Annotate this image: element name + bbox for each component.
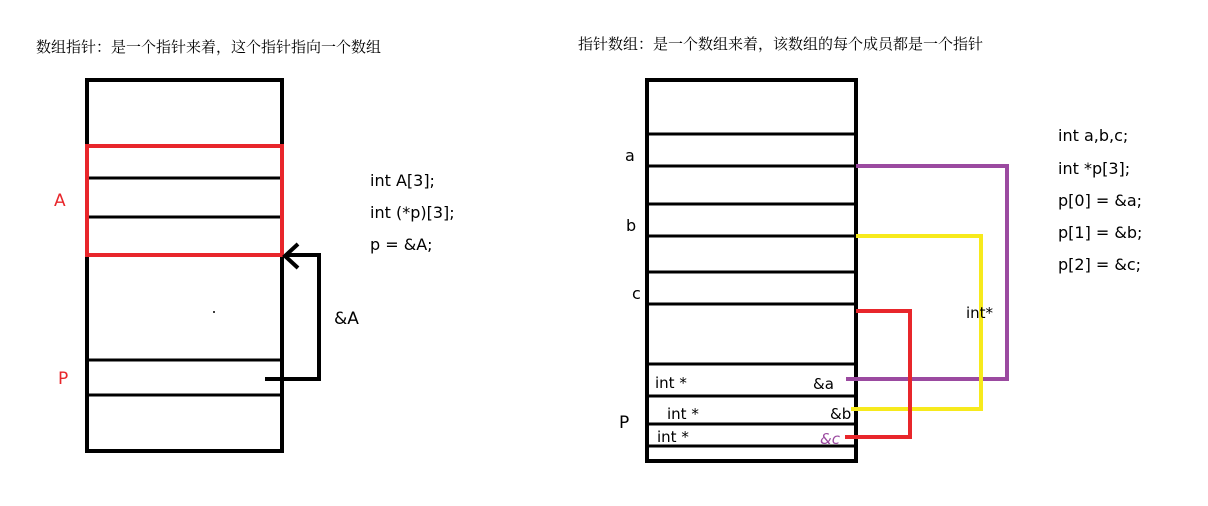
- arrow-label-ampA: &A: [334, 309, 359, 329]
- left-title: 数组指针：是一个指针来着，这个指针指向一个数组: [36, 38, 382, 56]
- left-memory-block: [87, 80, 282, 451]
- right-code-line: int *p[3];: [1058, 159, 1131, 178]
- cell-ref-b: &b: [830, 405, 852, 423]
- right-code-line: p[2] = &c;: [1058, 255, 1142, 274]
- label-P-right: P: [619, 413, 630, 433]
- connector-b: [851, 236, 981, 409]
- cell-type: int *: [667, 405, 699, 423]
- label-var-a: a: [625, 146, 635, 165]
- middle-label-int-ptr: int*: [966, 304, 994, 322]
- label-P-left: P: [58, 369, 69, 389]
- cell-type: int *: [655, 374, 687, 392]
- left-code-line: int (*p)[3];: [370, 203, 455, 222]
- right-memory-block: [647, 80, 856, 461]
- left-code-line: p = &A;: [370, 235, 433, 254]
- stray-dot: [213, 311, 215, 313]
- left-code-line: int A[3];: [370, 171, 435, 190]
- right-code-line: p[0] = &a;: [1058, 191, 1143, 210]
- cell-type: int *: [657, 428, 689, 446]
- right-code-line: int a,b,c;: [1058, 126, 1129, 145]
- cell-ref-c: &c: [820, 430, 840, 448]
- label-A: A: [54, 191, 66, 211]
- cell-ref-a: &a: [813, 375, 834, 393]
- label-var-b: b: [626, 216, 637, 235]
- left-code-block: [370, 171, 455, 254]
- right-title: 指针数组：是一个数组来着，该数组的每个成员都是一个指针: [578, 35, 984, 53]
- array-A-highlight: [87, 146, 282, 255]
- right-code-block: [1058, 126, 1142, 274]
- right-code-line: p[1] = &b;: [1058, 223, 1143, 242]
- label-var-c: c: [632, 284, 641, 303]
